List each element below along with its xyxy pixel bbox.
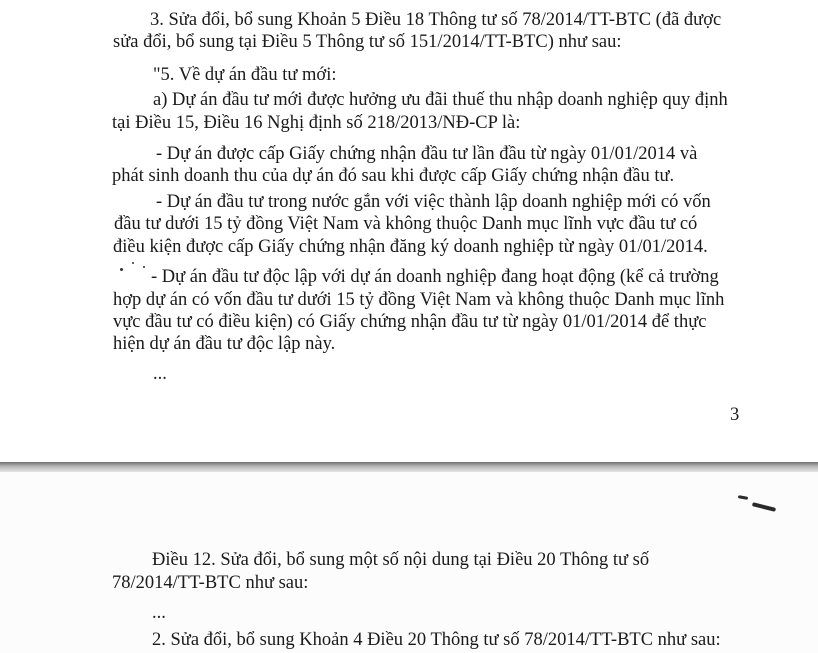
text-line: 3. Sửa đổi, bổ sung Khoản 5 Điều 18 Thông tư số 78/2014/TT-BTC (đã được <box>150 10 722 30</box>
ellipsis: ... <box>153 364 167 384</box>
scan-speck <box>143 266 145 268</box>
text-line: 2. Sửa đổi, bổ sung Khoản 4 Điều 20 Thông tư số 78/2014/TT-BTC như sau: <box>152 630 721 650</box>
page-number: 3 <box>730 405 740 425</box>
text-line: hiện dự án đầu tư độc lập này. <box>113 334 336 354</box>
text-line: 78/2014/TT-BTC như sau: <box>112 573 309 593</box>
text-line: - Dự án được cấp Giấy chứng nhận đầu tư lần đầu từ ngày 01/01/2014 và <box>156 144 698 164</box>
ellipsis: ... <box>152 603 166 623</box>
text-line: Điều 12. Sửa đổi, bổ sung một số nội dung tại Điều 20 Thông tư số <box>152 550 650 570</box>
text-line: a) Dự án đầu tư mới được hưởng ưu đãi thuế thu nhập doanh nghiệp quy định <box>153 90 728 110</box>
scan-speck <box>120 268 123 271</box>
text-line: - Dự án đầu tư độc lập với dự án doanh nghiệp đang hoạt động (kể cả trường <box>151 267 719 287</box>
text-line: đầu tư dưới 15 tỷ đồng Việt Nam và không thuộc Danh mục lĩnh vực đầu tư có <box>114 214 698 234</box>
text-line: điều kiện được cấp Giấy chứng nhận đăng ký doanh nghiệp từ ngày 01/01/2014. <box>113 237 708 257</box>
text-line: hợp dự án có vốn đầu tư dưới 15 tỷ đồng Việt Nam và không thuộc Danh mục lĩnh <box>113 290 725 310</box>
page-separator <box>0 462 818 472</box>
text-line: phát sinh doanh thu của dự án đó sau khi được cấp Giấy chứng nhận đầu tư. <box>112 166 675 186</box>
text-line: "5. Về dự án đầu tư mới: <box>153 65 337 85</box>
scan-speck <box>132 262 134 264</box>
text-line: sửa đổi, bổ sung tại Điều 5 Thông tư số 151/2014/TT-BTC) như sau: <box>113 32 622 52</box>
text-line: tại Điều 15, Điều 16 Nghị định số 218/2013/NĐ-CP là: <box>112 113 521 133</box>
text-line: - Dự án đầu tư trong nước gắn với việc thành lập doanh nghiệp mới có vốn <box>156 192 711 212</box>
text-line: vực đầu tư có điều kiện) có Giấy chứng nhận đầu tư từ ngày 01/01/2014 để thực <box>113 312 707 332</box>
